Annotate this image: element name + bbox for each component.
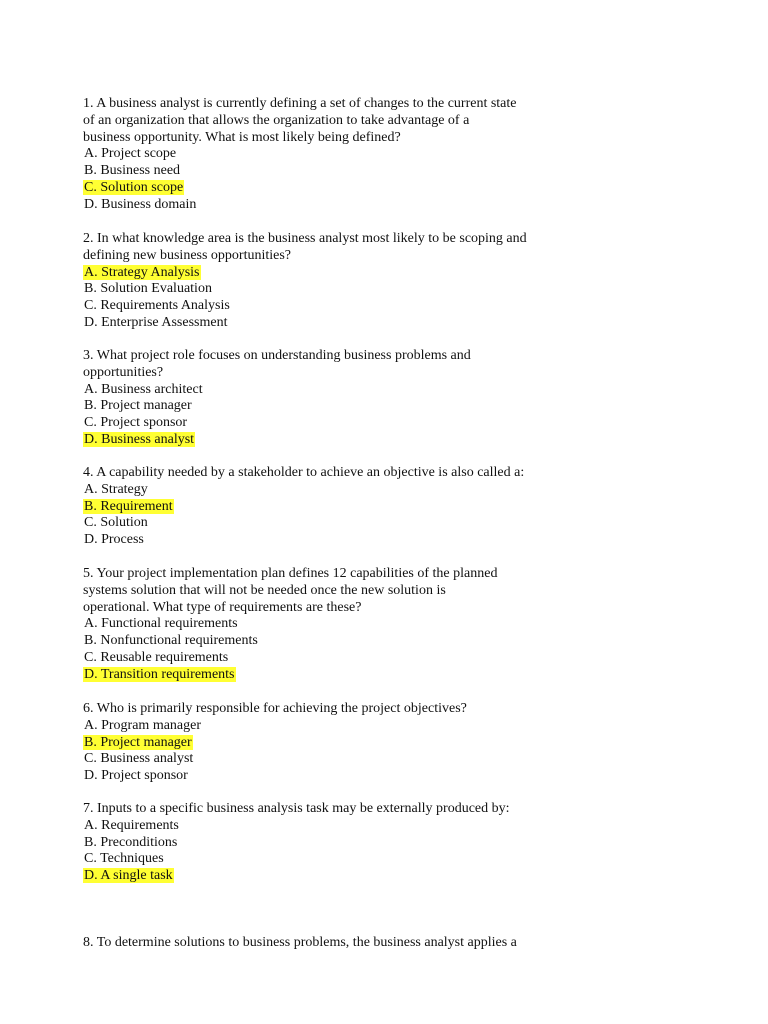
- answer-option-text: B. Requirement: [84, 498, 173, 514]
- question-stem: [83, 935, 603, 952]
- question-text-line: 7. Inputs to a specific business analysis task may be externally produced by:: [83, 801, 510, 816]
- answer-option: [83, 415, 603, 432]
- question-text-line: 2. In what knowledge area is the business analyst most likely to be scoping and: [83, 231, 527, 246]
- question-5: [83, 566, 603, 684]
- answer-option: [83, 751, 603, 768]
- answer-option: [83, 718, 603, 735]
- answer-option-text: C. Business analyst: [84, 751, 194, 767]
- answer-option-highlighted: [83, 265, 603, 282]
- answer-option: [83, 768, 603, 785]
- answer-option-text: C. Solution: [84, 515, 148, 531]
- answer-option-text: B. Solution Evaluation: [84, 281, 212, 297]
- answer-option-highlighted: [83, 499, 603, 516]
- question-stem: [83, 566, 603, 616]
- question-stem: [83, 701, 603, 718]
- answer-option: [83, 851, 603, 868]
- answer-option-text: B. Business need: [84, 163, 181, 179]
- answer-option: [83, 197, 603, 214]
- question-text-line: business opportunity. What is most likely being defined?: [83, 129, 401, 145]
- answer-option: [83, 482, 603, 499]
- question-stem: [83, 801, 603, 818]
- answer-option-text: D. Process: [84, 532, 144, 548]
- answer-option-text: D. Enterprise Assessment: [84, 314, 228, 330]
- answer-option: [83, 650, 603, 667]
- answer-option: [83, 515, 603, 532]
- answer-option: [83, 382, 603, 399]
- answer-option-text: B. Preconditions: [84, 834, 178, 850]
- question-8: [83, 935, 603, 952]
- answer-option: [83, 818, 603, 835]
- answer-option-highlighted: [83, 432, 603, 449]
- answer-option-text: D. A single task: [84, 868, 173, 884]
- answer-option-text: B. Project manager: [84, 398, 192, 414]
- answer-option-text: D. Business analyst: [84, 431, 195, 447]
- answer-option-text: D. Business domain: [84, 196, 197, 212]
- answer-option-text: D. Transition requirements: [84, 666, 235, 682]
- question-6: [83, 701, 603, 785]
- answer-option-text: A. Requirements: [84, 817, 179, 833]
- answer-option-text: C. Requirements Analysis: [84, 298, 230, 314]
- answer-option: [83, 532, 603, 549]
- answer-option-highlighted: [83, 180, 603, 197]
- answer-option: [83, 616, 603, 633]
- answer-option-text: A. Strategy Analysis: [84, 264, 200, 280]
- answer-option-text: D. Project sponsor: [84, 768, 188, 784]
- question-text-line: of an organization that allows the organization to take advantage of a: [83, 112, 470, 128]
- answer-option-text: B. Project manager: [84, 734, 192, 750]
- question-text-line: 4. A capability needed by a stakeholder to achieve an objective is also called a:: [83, 465, 525, 480]
- answer-option: [83, 315, 603, 332]
- question-text-line: operational. What type of requirements are these?: [83, 599, 362, 615]
- question-4: [83, 465, 603, 549]
- answer-option-text: C. Project sponsor: [84, 415, 188, 431]
- answer-option-highlighted: [83, 735, 603, 752]
- question-text-line: defining new business opportunities?: [83, 247, 292, 263]
- question-text-line: 5. Your project implementation plan defines 12 capabilities of the planned: [83, 566, 498, 581]
- question-text-line: systems solution that will not be needed once the new solution is: [83, 582, 446, 598]
- answer-option: [83, 398, 603, 415]
- answer-option-text: B. Nonfunctional requirements: [84, 633, 258, 649]
- question-stem: [83, 348, 603, 382]
- answer-option-text: A. Program manager: [84, 717, 202, 733]
- question-7: [83, 801, 603, 885]
- question-1: [83, 96, 603, 214]
- question-2: [83, 231, 603, 332]
- question-text-line: opportunities?: [83, 364, 164, 380]
- answer-option-highlighted: [83, 868, 603, 885]
- question-stem: [83, 231, 603, 265]
- answer-option-text: A. Project scope: [84, 146, 177, 162]
- answer-option-text: A. Functional requirements: [84, 616, 238, 632]
- answer-option: [83, 835, 603, 852]
- answer-option: [83, 281, 603, 298]
- answer-option: [83, 146, 603, 163]
- question-text-line: 8. To determine solutions to business problems, the business analyst applies a: [83, 935, 517, 950]
- answer-option-text: C. Techniques: [84, 851, 164, 867]
- answer-option: [83, 163, 603, 180]
- question-text-line: 3. What project role focuses on understanding business problems and: [83, 348, 471, 363]
- answer-option: [83, 633, 603, 650]
- answer-option-highlighted: [83, 667, 603, 684]
- question-text-line: 1. A business analyst is currently defining a set of changes to the current state: [83, 96, 517, 111]
- answer-option-text: A. Strategy: [84, 481, 148, 497]
- answer-option-text: C. Reusable requirements: [84, 649, 229, 665]
- question-3: [83, 348, 603, 449]
- question-text-line: 6. Who is primarily responsible for achieving the project objectives?: [83, 701, 467, 716]
- question-stem: [83, 465, 603, 482]
- answer-option-text: A. Business architect: [84, 381, 203, 397]
- question-stem: [83, 96, 603, 146]
- answer-option: [83, 298, 603, 315]
- answer-option-text: C. Solution scope: [84, 179, 184, 195]
